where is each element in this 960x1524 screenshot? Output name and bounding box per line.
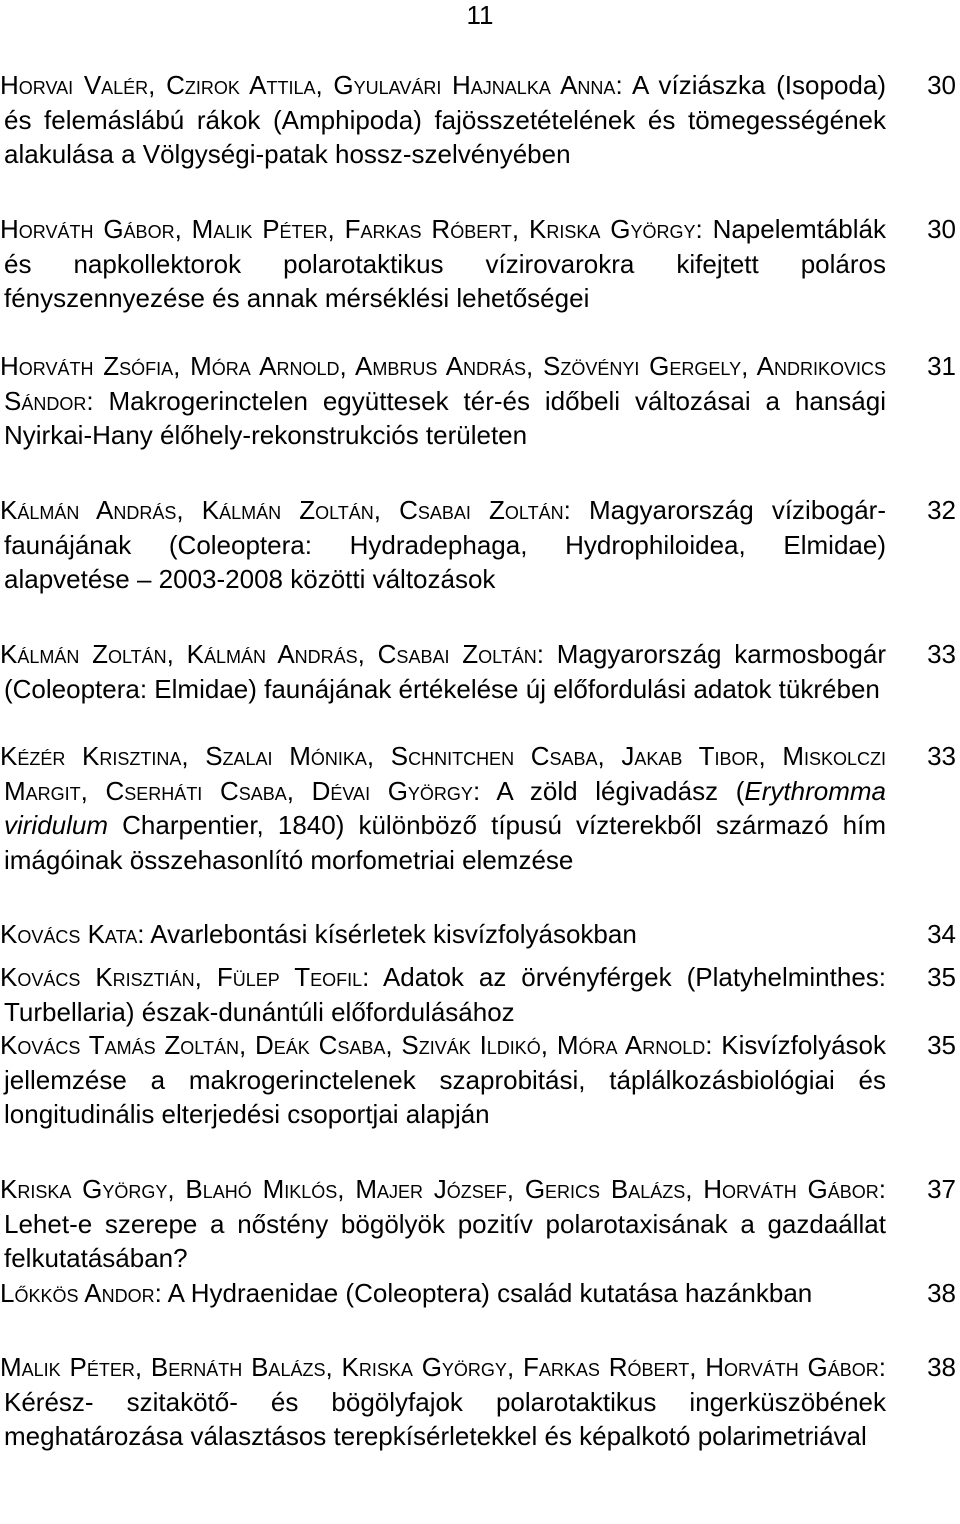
page-number: 11 [466, 0, 494, 30]
entry-title-end: Charpentier, 1840) különböző típusú vízterekből származó hím imágóinak összehasonlító morfometriai elemzése [4, 810, 886, 875]
toc-entry [0, 212, 960, 349]
toc-entry-text [0, 493, 886, 597]
entry-page-number: 35 [927, 1030, 956, 1060]
toc-entry-text [0, 212, 886, 316]
toc-entry-text [0, 1172, 886, 1276]
entry-title: Napelemtáblák és napkollektorok polarotaktikus vízirovarokra kifejtett poláros fényszennyezése és annak mérséklési lehetőségei [4, 214, 886, 313]
table-of-contents [0, 68, 960, 1490]
entry-authors: Kovács Tamás Zoltán, Deák Csaba, Szivák Ildikó, Móra Arnold: [0, 1030, 713, 1060]
entry-title: Adatok az örvényférgek (Platyhelminthes: Turbellaria) észak-dunántúli előfordulásához [4, 962, 886, 1027]
entry-authors: Malik Péter, Bernáth Balázs, Kriska György, Farkas Róbert, Horváth Gábor: [0, 1352, 886, 1382]
entry-title: Kérész- szitakötő- és bögölyfajok polarotaktikus ingerküszöbének meghatározása választásos terepkísérletekkel és képalkotó polarimetriával [4, 1386, 886, 1451]
toc-entry-text [0, 68, 886, 172]
toc-entry-text [0, 1028, 886, 1132]
entry-title: A víziászka (Isopoda) és felemáslábú rákok (Amphipoda) fajösszetételének és tömegességének alakulása a Völgységi-patak hossz-szelvényében [4, 70, 886, 169]
entry-authors: Kovács Kata: [0, 919, 145, 949]
toc-entry [0, 68, 960, 212]
entry-page-number: 33 [927, 639, 956, 669]
entry-title: Lehet-e szerepe a nőstény bögölyök pozitív polarotaxisának a gazdaállat felkutatásában? [4, 1208, 886, 1273]
entry-authors: Kálmán Zoltán, Kálmán András, Csabai Zoltán: [0, 639, 544, 669]
entry-page-number: 38 [927, 1352, 956, 1382]
entry-page-number: 33 [927, 741, 956, 771]
toc-entry-text [0, 1276, 886, 1311]
toc-entry [0, 1028, 960, 1172]
toc-entry [0, 960, 960, 1028]
entry-page-number: 34 [927, 919, 956, 949]
toc-entry [0, 739, 960, 917]
entry-page-number: 31 [927, 351, 956, 381]
toc-entry [0, 493, 960, 637]
entry-title: Magyarország karmosbogár (Coleoptera: Elmidae) faunájának értékelése új előfordulási adatok tükrében [4, 639, 886, 704]
entry-title-start: A zöld légivadász ( [496, 775, 745, 806]
entry-page-number: 38 [927, 1278, 956, 1308]
entry-page-number: 37 [927, 1174, 956, 1204]
entry-page-number: 32 [927, 495, 956, 525]
entry-authors: Kovács Krisztián, Fülep Teofil: [0, 962, 370, 992]
entry-page-number: 30 [927, 214, 956, 244]
entry-page-number: 35 [927, 962, 956, 992]
entry-authors: Kriska György, Blahó Miklós, Majer József, Gerics Balázs, Horváth Gábor: [0, 1174, 886, 1204]
toc-entry-text [0, 349, 886, 453]
toc-entry [0, 637, 960, 739]
toc-entry-text [0, 917, 886, 952]
toc-entry [0, 1172, 960, 1276]
toc-entry [0, 1276, 960, 1350]
entry-authors: Kézér Krisztina, Szalai Mónika, Schnitchen Csaba, Jakab Tibor, Miskolczi Margit, Cserháti Csaba, Dévai György: [0, 741, 886, 806]
toc-entry-text [0, 637, 886, 706]
entry-title: Makrogerinctelen együttesek tér-és időbeli változásai a hansági Nyirkai-Hany élőhely-rekonstrukciós területen [4, 385, 886, 450]
entry-authors: Horváth Zsófia, Móra Arnold, Ambrus András, Szövényi Gergely, Andrikovics Sándor: [0, 351, 886, 416]
entry-title: Kisvízfolyások jellemzése a makrogerinctelenek szaprobitási, táplálkozásbiológiai és longitudinális elterjedési csoportjai alapján [4, 1030, 886, 1129]
entry-authors: Horvai Valér, Czirok Attila, Gyulavári Hajnalka Anna: [0, 70, 623, 100]
entry-title-species: Erythromma viridulum [4, 775, 886, 840]
toc-entry-text [0, 1350, 886, 1454]
entry-authors: Lőkkös Andor: [0, 1278, 162, 1308]
toc-entry-text [0, 960, 886, 1029]
entry-page-number: 30 [927, 70, 956, 100]
toc-entry-text [0, 739, 886, 877]
entry-authors: Kálmán András, Kálmán Zoltán, Csabai Zoltán: [0, 495, 571, 525]
entry-authors: Horváth Gábor, Malik Péter, Farkas Róbert, Kriska György: [0, 214, 703, 244]
entry-title: Avarlebontási kísérletek kisvízfolyásokban [150, 919, 637, 949]
entry-title: Magyarország vízibogár-faunájának (Coleoptera: Hydradephaga, Hydrophiloidea, Elmidae) alapvetése – 2003-2008 közötti változások [4, 495, 886, 594]
toc-entry [0, 917, 960, 960]
toc-entry [0, 349, 960, 493]
entry-title: A Hydraenidae (Coleoptera) család kutatása hazánkban [167, 1278, 813, 1308]
toc-entry [0, 1350, 960, 1490]
